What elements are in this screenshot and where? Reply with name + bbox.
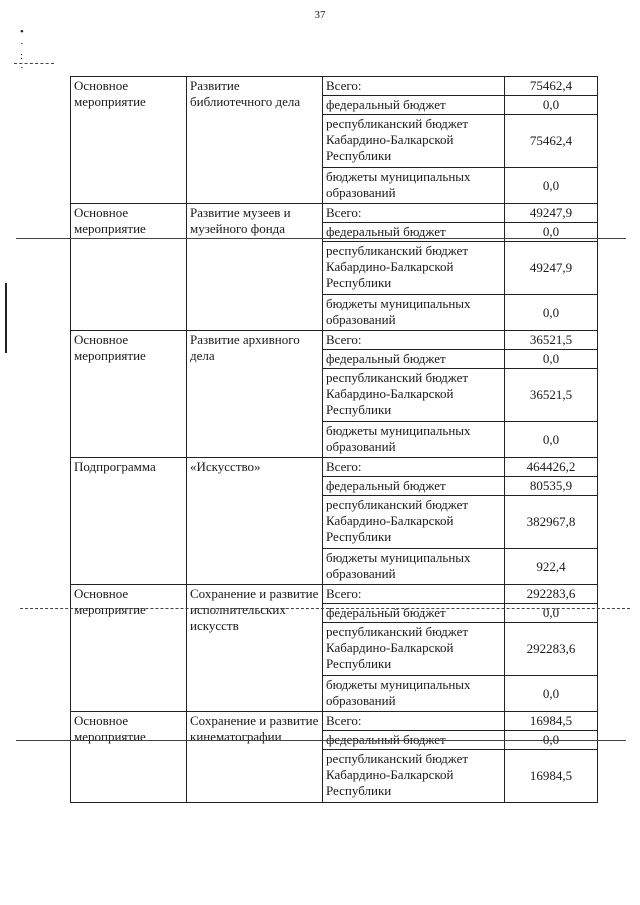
table-row — [71, 712, 598, 731]
item-name-cell: Развитие библиотечного дела — [187, 77, 323, 204]
item-type-cell: Основное мероприятие — [71, 204, 187, 331]
page-number: 37 — [314, 9, 326, 21]
funding-source-cell: Всего: — [323, 712, 505, 731]
funding-source-cell: Всего: — [323, 204, 505, 223]
funding-source-cell: республиканский бюджет Кабардино-Балкарской Республики — [323, 369, 505, 422]
amount-cell: 0,0 — [505, 295, 598, 331]
table-row — [71, 458, 598, 477]
funding-source-cell: бюджеты муниципальных образований — [323, 422, 505, 458]
funding-source-cell: республиканский бюджет Кабардино-Балкарской Республики — [323, 242, 505, 295]
amount-cell: 36521,5 — [505, 331, 598, 350]
margin-mark: : — [20, 50, 24, 62]
funding-source-cell: республиканский бюджет Кабардино-Балкарской Республики — [323, 623, 505, 676]
amount-cell: 75462,4 — [505, 115, 598, 168]
funding-source-cell: федеральный бюджет — [323, 604, 505, 623]
amount-cell: 36521,5 — [505, 369, 598, 422]
amount-cell: 80535,9 — [505, 477, 598, 496]
amount-cell: 75462,4 — [505, 77, 598, 96]
amount-cell: 49247,9 — [505, 204, 598, 223]
funding-source-cell: Всего: — [323, 585, 505, 604]
funding-source-cell: федеральный бюджет — [323, 731, 505, 750]
funding-source-cell: республиканский бюджет Кабардино-Балкарской Республики — [323, 115, 505, 168]
amount-cell: 464426,2 — [505, 458, 598, 477]
item-name-cell: «Искусство» — [187, 458, 323, 585]
scan-line — [16, 238, 626, 239]
amount-cell: 0,0 — [505, 731, 598, 750]
table-row — [71, 331, 598, 350]
scan-side-bar — [5, 283, 7, 353]
budget-table — [70, 76, 598, 803]
margin-mark: · — [20, 62, 24, 74]
funding-source-cell: федеральный бюджет — [323, 223, 505, 242]
margin-mark: • — [20, 26, 24, 38]
item-type-cell: Основное мероприятие — [71, 77, 187, 204]
amount-cell: 0,0 — [505, 350, 598, 369]
item-name-cell: Развитие архивного дела — [187, 331, 323, 458]
funding-source-cell: бюджеты муниципальных образований — [323, 295, 505, 331]
funding-source-cell: бюджеты муниципальных образований — [323, 549, 505, 585]
margin-marks — [20, 26, 30, 74]
amount-cell: 0,0 — [505, 168, 598, 204]
item-name-cell: Развитие музеев и музейного фонда — [187, 204, 323, 331]
funding-source-cell: Всего: — [323, 77, 505, 96]
amount-cell: 0,0 — [505, 676, 598, 712]
table-row — [71, 585, 598, 604]
budget-table-body — [71, 77, 598, 803]
funding-source-cell: республиканский бюджет Кабардино-Балкарской Республики — [323, 496, 505, 549]
amount-cell: 922,4 — [505, 549, 598, 585]
funding-source-cell: федеральный бюджет — [323, 477, 505, 496]
funding-source-cell: бюджеты муниципальных образований — [323, 676, 505, 712]
margin-mark: · — [20, 38, 24, 50]
amount-cell: 0,0 — [505, 604, 598, 623]
item-name-cell: Сохранение и развитие кинематографии — [187, 712, 323, 803]
margin-rule — [14, 63, 54, 64]
amount-cell: 0,0 — [505, 422, 598, 458]
funding-source-cell: бюджеты муниципальных образований — [323, 168, 505, 204]
scan-line — [16, 740, 626, 741]
amount-cell: 292283,6 — [505, 623, 598, 676]
table-row — [71, 204, 598, 223]
amount-cell: 49247,9 — [505, 242, 598, 295]
funding-source-cell: федеральный бюджет — [323, 96, 505, 115]
amount-cell: 382967,8 — [505, 496, 598, 549]
item-type-cell: Подпрограмма — [71, 458, 187, 585]
table-row — [71, 77, 598, 96]
item-name-cell: Сохранение и развитие исполнительских искусств — [187, 585, 323, 712]
funding-source-cell: Всего: — [323, 458, 505, 477]
funding-source-cell: Всего: — [323, 331, 505, 350]
amount-cell: 16984,5 — [505, 712, 598, 731]
amount-cell: 16984,5 — [505, 750, 598, 803]
amount-cell: 0,0 — [505, 223, 598, 242]
funding-source-cell: федеральный бюджет — [323, 350, 505, 369]
funding-source-cell: республиканский бюджет Кабардино-Балкарской Республики — [323, 750, 505, 803]
item-type-cell: Основное мероприятие — [71, 712, 187, 803]
item-type-cell: Основное мероприятие — [71, 331, 187, 458]
scan-line — [20, 608, 630, 609]
amount-cell: 0,0 — [505, 96, 598, 115]
amount-cell: 292283,6 — [505, 585, 598, 604]
item-type-cell: Основное мероприятие — [71, 585, 187, 712]
